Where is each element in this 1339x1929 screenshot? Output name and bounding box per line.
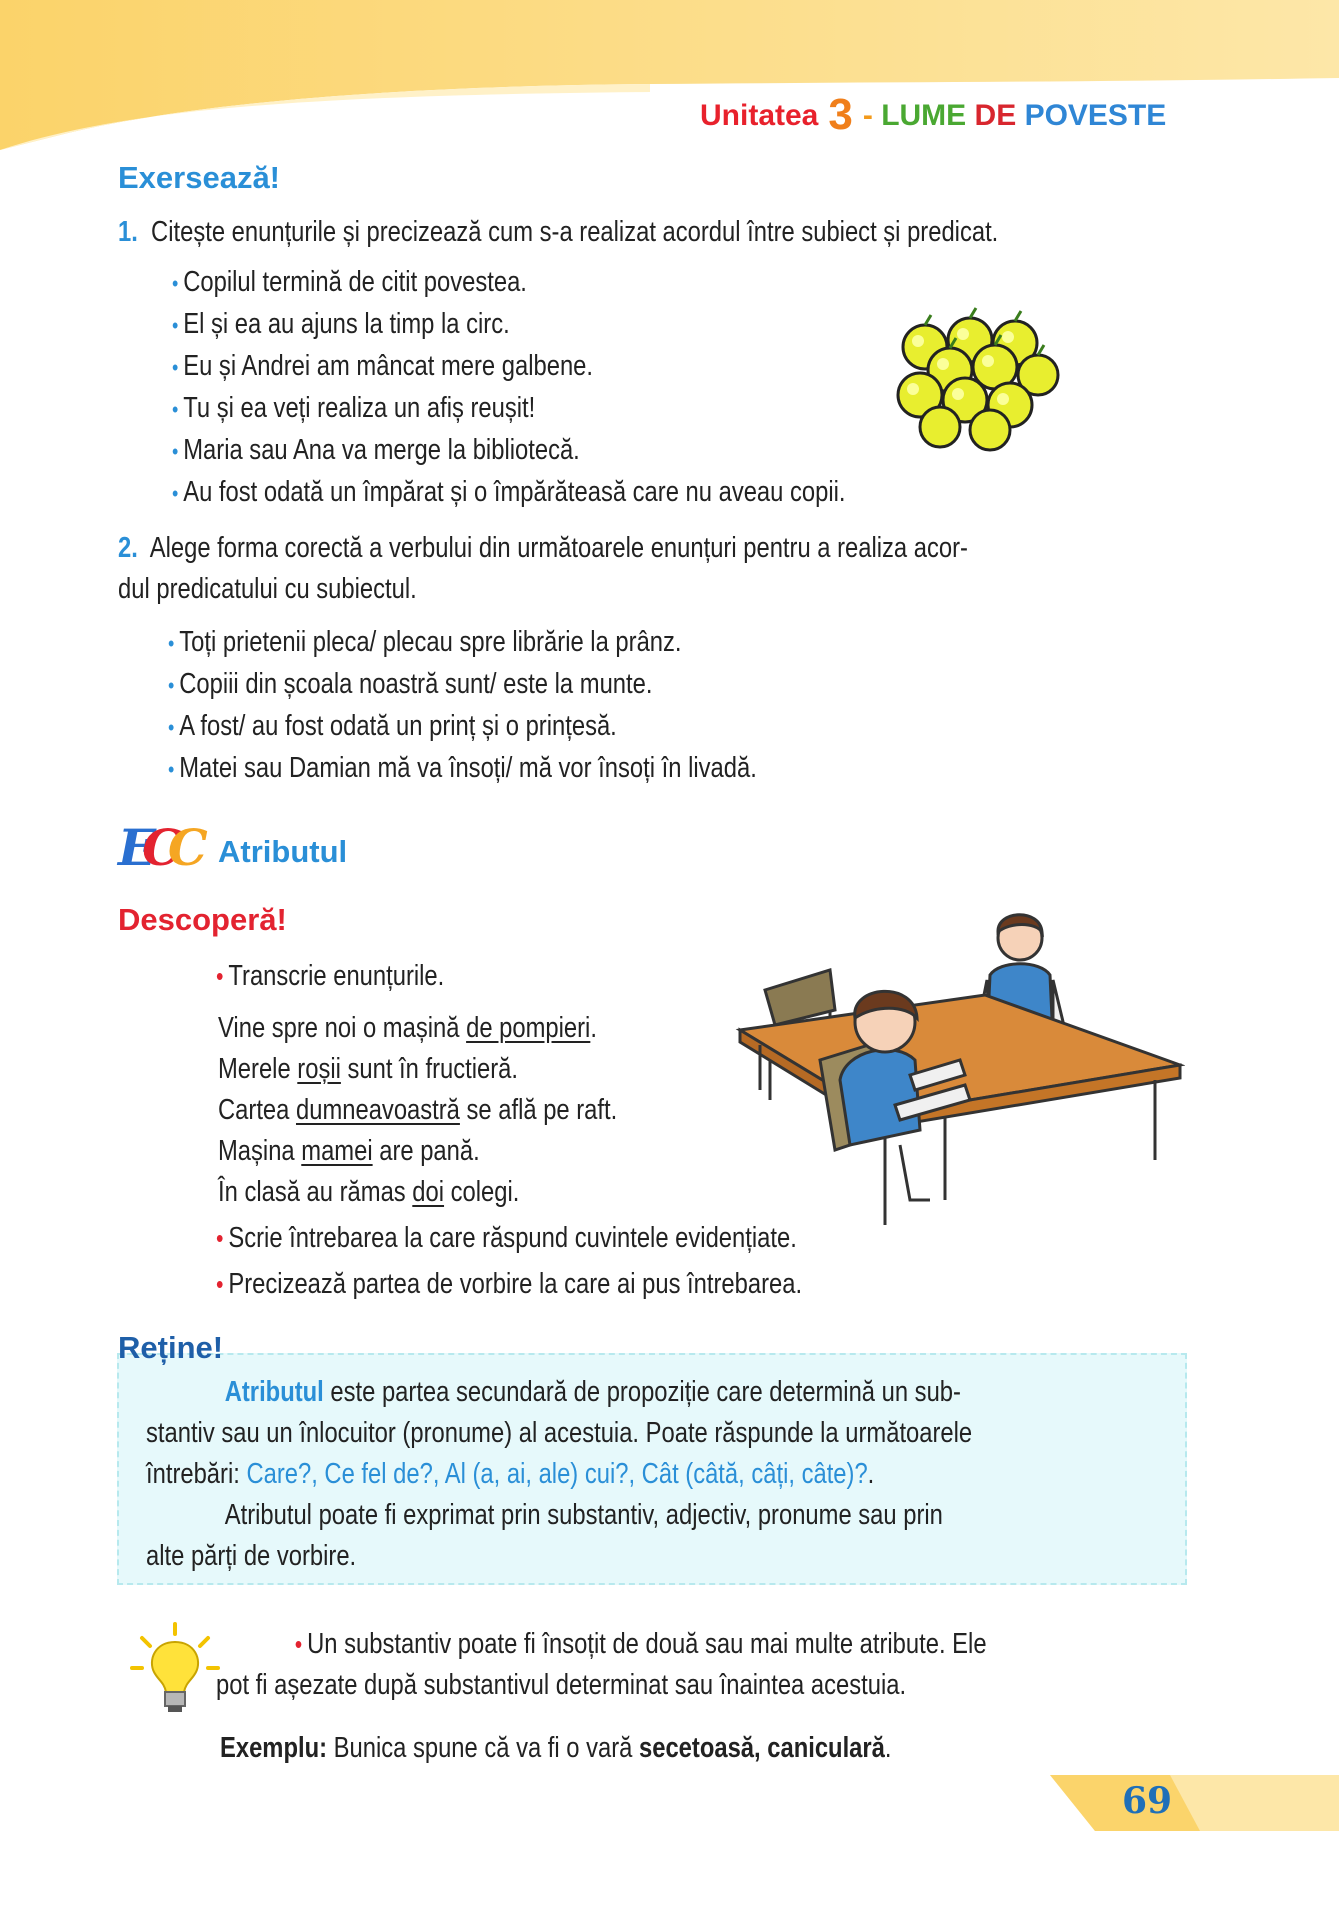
unit-separator: - xyxy=(862,99,873,132)
list-item: • A fost/ au fost odată un prinț și o prințesă. xyxy=(168,710,617,742)
ecc-logo: ECC xyxy=(118,818,194,877)
unit-title-word-1: LUME xyxy=(881,99,967,132)
apples-illustration xyxy=(890,305,1065,455)
unit-title-word-2: DE xyxy=(974,99,1017,132)
unit-header xyxy=(700,86,1167,139)
list-item: • Maria sau Ana va merge la bibliotecă. xyxy=(172,434,580,466)
page-number: 69 xyxy=(1122,1780,1173,1822)
unit-title-word-3: POVESTE xyxy=(1024,99,1167,132)
descopera-task-2: • Scrie întrebarea la care răspund cuvintele evidențiate. xyxy=(216,1222,797,1254)
descopera-title: Descoperă! xyxy=(118,902,287,937)
list-item: • Au fost odată un împărat și o împărăteasă care nu aveau copii. xyxy=(172,476,846,508)
sentence-item: Vine spre noi o mașină de pompieri. xyxy=(218,1012,597,1044)
exercise-2-list xyxy=(168,622,757,790)
exercise-2-number: 2. xyxy=(118,532,138,564)
unit-number: 3 xyxy=(828,90,853,139)
tip-line: pot fi așezate după substantivul determinat sau înaintea acestuia. xyxy=(216,1669,907,1701)
exerseaza-title: Exersează! xyxy=(118,160,281,195)
children-at-table-illustration xyxy=(735,900,1185,1230)
retine-title: Reține! xyxy=(118,1330,224,1365)
retine-text xyxy=(146,1372,972,1577)
descopera-task-3: • Precizează partea de vorbire la care ai pus întrebarea. xyxy=(216,1268,803,1300)
list-item: • Matei sau Damian mă va însoți/ mă vor însoți în livadă. xyxy=(168,752,757,784)
list-item: • Toți prietenii pleca/ plecau spre librărie la prânz. xyxy=(168,626,682,658)
retine-line: întrebări: Care?, Ce fel de?, Al (a, ai, ale) cui?, Cât (câtă, câți, câte)?. xyxy=(146,1458,875,1490)
atributul-title: Atributul xyxy=(218,834,348,869)
tip-line: • Un substantiv poate fi însoțit de două sau mai multe atribute. Ele xyxy=(294,1628,987,1660)
lightbulb-icon xyxy=(130,1620,220,1720)
exercise-1-number: 1. xyxy=(118,216,138,248)
retine-line: stantiv sau un înlocuitor (pronume) al acestuia. Poate răspunde la următoarele xyxy=(146,1417,973,1449)
descopera-task-1: • Transcrie enunțurile. xyxy=(216,960,445,992)
sentence-item: În clasă au rămas doi colegi. xyxy=(218,1176,520,1208)
sentence-item: Mașina mamei are pană. xyxy=(218,1135,480,1167)
exercise-1-prompt xyxy=(118,212,998,253)
exercise-1-text: Citește enunțurile și precizează cum s-a realizat acordul între subiect și predicat. xyxy=(151,216,999,248)
list-item: • El și ea au ajuns la timp la circ. xyxy=(172,308,510,340)
list-item: • Eu și Andrei am mâncat mere galbene. xyxy=(172,350,594,382)
list-item: • Copilul termină de citit povestea. xyxy=(172,266,527,298)
sentence-item: Cartea dumneavoastră se află pe raft. xyxy=(218,1094,618,1126)
descopera-sentences xyxy=(218,1008,617,1213)
example-label: Exemplu: xyxy=(220,1732,328,1764)
exercise-1-list xyxy=(172,262,846,514)
exercise-2-text-line1: Alege forma corectă a verbului din următoarele enunțuri pentru a realiza acor- xyxy=(149,532,968,564)
retine-line: Atributul poate fi exprimat prin substantiv, adjectiv, pronume sau prin xyxy=(224,1499,943,1531)
retine-line: Atributul este partea secundară de propoziție care determină un sub- xyxy=(224,1376,961,1408)
exercise-2-prompt xyxy=(118,528,968,610)
sentence-item: Merele roșii sunt în fructieră. xyxy=(218,1053,519,1085)
tip-text xyxy=(216,1624,987,1706)
list-item: • Tu și ea veți realiza un afiș reușit! xyxy=(172,392,536,424)
list-item: • Copiii din școala noastră sunt/ este la munte. xyxy=(168,668,653,700)
unit-word: Unitatea xyxy=(700,99,819,132)
example-line: Exemplu: Bunica spune că va fi o vară secetoasă, caniculară. xyxy=(220,1732,892,1764)
page-number-band xyxy=(1050,1775,1339,1831)
exercise-2-text-line2: dul predicatului cu subiectul. xyxy=(118,573,417,605)
retine-line: alte părți de vorbire. xyxy=(146,1540,357,1572)
